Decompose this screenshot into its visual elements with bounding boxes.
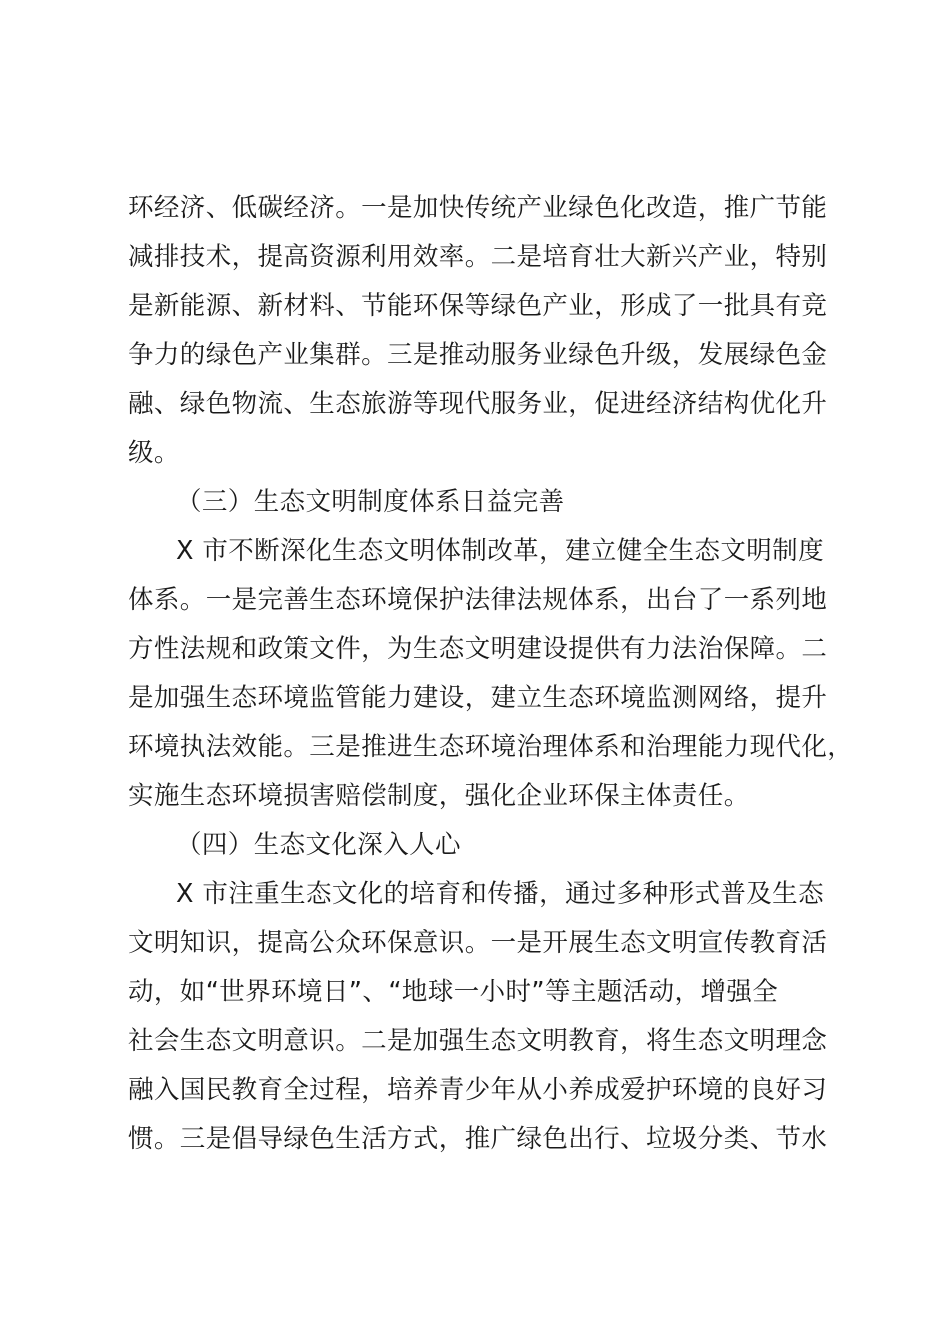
body-text-line: 争力的绿色产业集群。三是推动服务业绿色升级，发展绿色金 — [128, 340, 828, 370]
body-text-line: 实施生态环境损害赔偿制度，强化企业环保主体责任。 — [128, 781, 750, 811]
body-text-line: 社会生态文明意识。二是加强生态文明教育，将生态文明理念 — [128, 1026, 828, 1056]
section-heading: （四）生态文化深入人心 — [176, 830, 461, 860]
body-text-line: 环经济、低碳经济。一是加快传统产业绿色化改造，推广节能 — [128, 193, 828, 223]
paragraph-first-line: X 市不断深化生态文明体制改革，建立健全生态文明制度 — [176, 536, 824, 566]
body-text-line: 体系。一是完善生态环境保护法律法规体系，出台了一系列地 — [128, 585, 828, 615]
section-heading: （三）生态文明制度体系日益完善 — [176, 487, 565, 517]
body-text-line: 惯。三是倡导绿色生活方式，推广绿色出行、垃圾分类、节水 — [128, 1124, 828, 1154]
body-text-line: 是新能源、新材料、节能环保等绿色产业，形成了一批具有竞 — [128, 291, 828, 321]
body-text-line: 是加强生态环境监管能力建设，建立生态环境监测网络，提升 — [128, 683, 828, 713]
body-text-line: 融、绿色物流、生态旅游等现代服务业，促进经济结构优化升 — [128, 389, 828, 419]
body-text-line: 方性法规和政策文件，为生态文明建设提供有力法治保障。二 — [128, 634, 828, 664]
paragraph-first-line: X 市注重生态文化的培育和传播，通过多种形式普及生态 — [176, 879, 824, 909]
body-text-line: 减排技术，提高资源利用效率。二是培育壮大新兴产业，特别 — [128, 242, 828, 272]
body-text-line: 动，如“世界环境日”、“地球一小时”等主题活动，增强全 — [128, 977, 779, 1007]
body-text-line: 环境执法效能。三是推进生态环境治理体系和治理能力现代化， — [128, 732, 854, 762]
body-text-line: 融入国民教育全过程，培养青少年从小养成爱护环境的良好习 — [128, 1075, 828, 1105]
body-text-line: 级。 — [128, 438, 180, 468]
body-text-line: 文明知识，提高公众环保意识。一是开展生态文明宣传教育活 — [128, 928, 828, 958]
